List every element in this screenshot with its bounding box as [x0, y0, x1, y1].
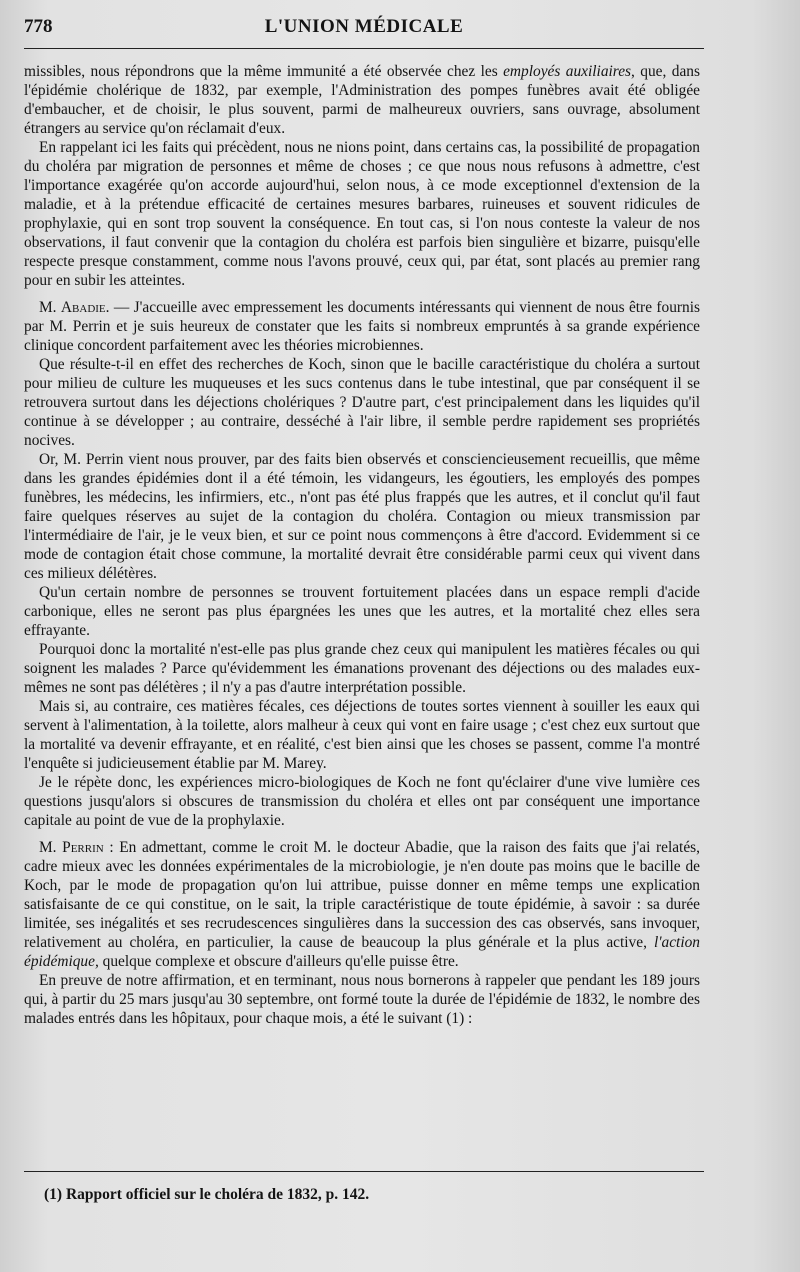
text-span: . — J'accueille avec empressement les documents intéressants qui viennent de nous être fournis par M. Perrin et je suis heureux de constater que les faits si nombreux empruntés à sa grande expérience clinique concordent parfaitement avec les théories microbiennes. — [24, 299, 700, 354]
speaker-name: Abadie — [60, 299, 106, 316]
paragraph — [24, 583, 700, 640]
page-number: 778 — [24, 16, 53, 37]
text-span: Je le répète donc, les expériences micro-biologiques de Koch ne font qu'éclairer d'une vive lumière ces questions jusqu'alors si obscures de transmission du choléra et elles ont par conséquent une importance capitale au point de vue de la prophylaxie. — [24, 774, 700, 829]
text-span: En rappelant ici les faits qui précèdent, nous ne nions point, dans certains cas, la possibilité de propagation du choléra par migration de personnes et même de choses ; ce que nous nous refusons à admettre, c'est l'importance exagérée qu'on accorde aujourd'hui, selon nous, à ce mode exceptionnel d'extension de la maladie, et à la prétendue efficacité de certaines mesures barbares, ruineuses et souvent ridicules de prophylaxie, qui en sont trop souvent la conséquence. En tout cas, si l'on nous conteste la valeur de nos observations, il faut convenir que la contagion du choléra est parfois bien singulière et bizarre, puisqu'elle respecte presque constamment, comme nous l'avons prouvé, ceux qui, par état, sont placés au premier rang pour en subir les atteintes. — [24, 139, 700, 289]
page-header — [24, 14, 704, 44]
text-span: M. — [39, 839, 63, 856]
paragraph — [24, 971, 700, 1028]
text-span: , que, dans l'épidémie cholérique de 1832, par exemple, l'Administration des pompes funèbres avait été obligée d'embaucher, et de choisir, le plus souvent, parmi de malheureux ouvriers, sans ouvrage, absolument étrangers au service qu'on réclamait d'eux. — [24, 63, 700, 137]
footnote-rule — [24, 1171, 704, 1172]
text-span: En preuve de notre affirmation, et en terminant, nous nous bornerons à rappeler que pendant les 189 jours qui, à partir du 25 mars jusqu'au 30 septembre, ont formé toute la durée de l'épidémie de 1832, le nombre des malades entrés dans les hôpitaux, pour chaque mois, a été le suivant (1) : — [24, 972, 700, 1027]
paragraph — [24, 773, 700, 830]
footnote: (1) Rapport officiel sur le choléra de 1832, p. 142. — [44, 1186, 370, 1203]
text-span: Pourquoi donc la mortalité n'est-elle pas plus grande chez ceux qui manipulent les matières fécales ou qui soignent les malades ? Parce qu'évidemment les émanations provenant des déjections ou des malades eux-mêmes ne sont pas délétères ; il n'y a pas d'autre interprétation possible. — [24, 641, 700, 696]
text-span: Or, M. Perrin vient nous prouver, par des faits bien observés et consciencieusement recueillis, que même dans les grandes épidémies dont il a été témoin, les vidangeurs, les égoutiers, les employés des pompes funèbres, les médecins, les infirmiers, etc., n'ont pas été plus frappés que les autres, et il conclut qu'il faut faire quelques réserves au sujet de la contagion du choléra. Contagion ou mieux transmission par l'intermédiaire de l'air, je le veux bien, et sur ce point nous commençons à être d'accord. Evidemment si ce mode de contagion était chose commune, la mortalité devrait être considérable parmi ceux qui vivent dans ces milieux délétères. — [24, 451, 700, 582]
text-span: M. — [39, 299, 61, 316]
text-span: Que résulte-t-il en effet des recherches de Koch, sinon que le bacille caractéristique du choléra a surtout pour milieu de culture les muqueuses et les sucs contenus dans le tube intestinal, que par conséquent il se retrouvera surtout dans les déjections cholériques ? D'autre part, c'est principalement dans les liquides qu'il continue à se développer ; au contraire, desséché à l'air libre, il semble perdre rapidement ses propriétés nocives. — [24, 356, 700, 449]
header-rule — [24, 48, 704, 49]
paragraph — [24, 697, 700, 773]
text-span: quelque complexe et obscure d'ailleurs qu'elle puisse être. — [98, 953, 459, 970]
paragraph — [24, 640, 700, 697]
body-text — [24, 62, 700, 1028]
text-span: missibles, nous répondrons que la même immunité a été observée chez les — [24, 63, 504, 80]
paragraph — [24, 355, 700, 450]
text-span: Mais si, au contraire, ces matières fécales, ces déjections de toutes sortes viennent à souiller les eaux qui servent à l'alimentation, à la toilette, alors malheur à ceux qui vont en faire usage ; c'est chez eux surtout que la mortalité va devenir effrayante, et en réalité, c'est bien ainsi que les choses se passent, comme l'a montré l'enquête si judicieusement établie par M. Marey. — [24, 698, 700, 772]
italic-span: l'action épidémique, — [24, 934, 700, 970]
paragraph — [24, 450, 700, 583]
running-title: L'UNION MÉDICALE — [264, 16, 464, 37]
text-span: : En admettant, comme le croit M. le docteur Abadie, que la raison des faits que j'ai relatés, cadre mieux avec les données expérimentales de la microbiologie, je n'en doute pas moins que le bacille de Koch, par le mode de propagation qu'on lui attribue, puisse donner en même temps une explication satisfaisante de ce qui constitue, on le sait, la triple caractéristique de toute épidémie, à savoir : sa durée limitée, ses inégalités et ses recrudescences singulières dans la succession des cas observés, sans invoquer, relativement au choléra, en particulier, la cause de beaucoup la plus générale et la plus active, — [24, 839, 700, 951]
italic-span: employés auxiliaires — [503, 63, 632, 80]
paragraph — [24, 838, 700, 971]
text-span: Qu'un certain nombre de personnes se trouvent fortuitement placées dans un espace rempli d'acide carbonique, elles ne seront pas plus épargnées les unes que les autres, et la mortalité chez elles sera effrayante. — [24, 584, 700, 639]
paragraph — [24, 138, 700, 290]
speaker-name: Perrin — [62, 839, 104, 856]
paragraph — [24, 298, 700, 355]
paragraph — [24, 62, 700, 138]
